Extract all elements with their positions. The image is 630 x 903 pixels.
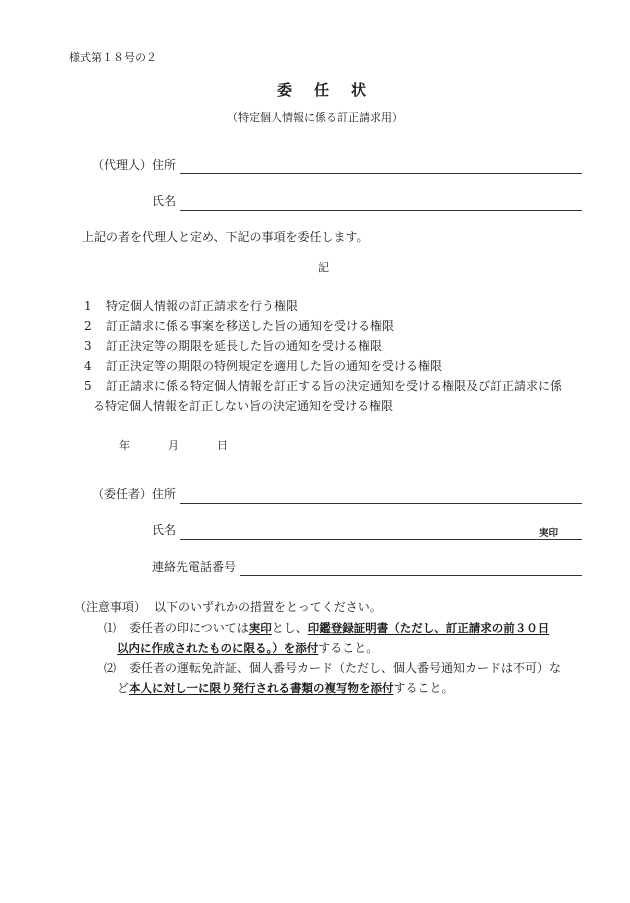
note-2-text-b: すること。 [393, 681, 454, 695]
item-2-number: 2 [84, 319, 92, 333]
agent-address-line[interactable] [180, 173, 582, 174]
principal-label: （委任者） [92, 487, 153, 501]
form-number: 様式第１８号の２ [69, 51, 157, 64]
seal-label: 実印 [539, 528, 559, 539]
item-1-text: 特定個人情報の訂正請求を行う権限 [106, 299, 299, 313]
agent-name-line[interactable] [180, 210, 582, 211]
note-2-bold-copy: 本人に対し一に限り発行される書類の複写物を添付 [129, 681, 394, 695]
item-1-number: 1 [84, 299, 92, 313]
note-2-line-2 [117, 680, 454, 696]
note-1-bold-attach: 以内に作成されたものに限る。）を添付 [117, 641, 319, 655]
note-1-bold-jitsuin: 実印 [248, 621, 272, 635]
item-5-text-continued: る特定個人情報を訂正しない旨の決定通知を受ける権限 [93, 399, 394, 413]
phone-label: 連絡先電話番号 [152, 560, 237, 574]
agent-name-label: 氏名 [152, 194, 177, 208]
note-1-text-b: とし、 [271, 621, 308, 635]
agent-address-label: 住所 [152, 158, 177, 172]
item-5-number: 5 [84, 379, 92, 393]
item-3-text: 訂正決定等の期限を延長した旨の通知を受ける権限 [106, 339, 383, 353]
note-1-marker: ⑴ [104, 621, 117, 635]
item-4-text: 訂正決定等の期限の特例規定を適用した旨の通知を受ける権限 [106, 359, 443, 373]
item-2-text: 訂正請求に係る事案を移送した旨の通知を受ける権限 [106, 319, 395, 333]
ki-heading: 記 [318, 261, 329, 274]
note-1-bold-certificate: 印鑑登録証明書（ただし、訂正請求の前３０日 [307, 621, 550, 635]
phone-line[interactable] [240, 575, 582, 576]
note-2-text-a: ど [117, 681, 130, 695]
delegation-statement: 上記の者を代理人と定め、下記の事項を委任します。 [82, 230, 369, 244]
date-year: 年 [119, 439, 130, 452]
item-3-number: 3 [84, 339, 92, 353]
notes-label: （注意事項） [74, 600, 147, 614]
principal-name-line[interactable] [180, 539, 582, 540]
principal-address-line[interactable] [180, 503, 582, 504]
notes-intro: 以下のいずれかの措置をとってください。 [154, 600, 382, 614]
date-day: 日 [217, 439, 228, 452]
note-1-text-a: 委任者の印については [129, 621, 249, 635]
principal-address-label: 住所 [152, 487, 177, 501]
note-1-line-2 [117, 640, 378, 656]
item-5-text: 訂正請求に係る特定個人情報を訂正する旨の決定通知を受ける権限及び訂正請求に係 [106, 379, 563, 393]
page-subtitle: （特定個人情報に係る訂正請求用） [227, 111, 403, 124]
note-1-text-c: すること。 [318, 641, 379, 655]
date-month: 月 [168, 439, 179, 452]
principal-name-label: 氏名 [152, 523, 177, 537]
agent-label: （代理人） [92, 158, 153, 172]
note-2-marker: ⑵ [104, 661, 117, 675]
note-2-line-1: 委任者の運転免許証、個人番号カード（ただし、個人番号通知カードは不可）な [129, 661, 562, 675]
note-1-line-1 [129, 620, 549, 636]
item-4-number: 4 [84, 359, 92, 373]
page-title: 委任状 [277, 81, 389, 99]
